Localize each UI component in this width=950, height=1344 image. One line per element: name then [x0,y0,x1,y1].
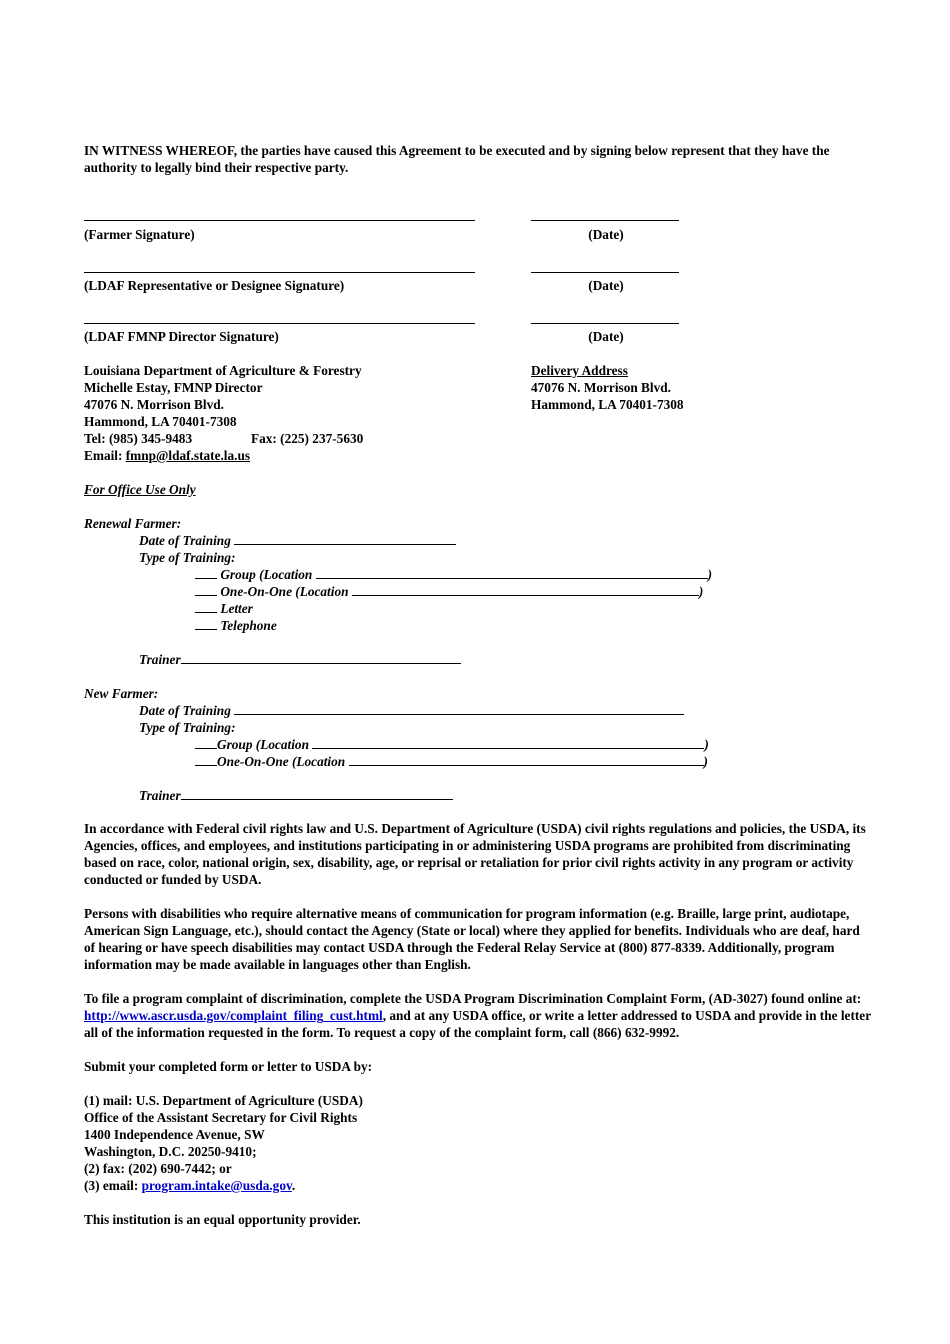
renewal-letter-check[interactable] [195,600,217,613]
delivery-heading: Delivery Address [531,363,628,378]
mail-line-2: Office of the Assistant Secretary for Civil Rights [84,1110,358,1125]
new-one-on-one-close: ) [703,754,708,769]
renewal-trainer-field[interactable] [181,651,461,664]
complaint-text-after: , and at any USDA office, or write a letter addressed to USDA and provide in the letter all of the information requested in the form. To request a copy of the complaint form, call (866) 632-9992. [84,1008,871,1040]
usda-email-link[interactable]: program.intake@usda.gov [141,1178,292,1193]
new-trainer-field[interactable] [181,787,453,800]
contact-city: Hammond, LA 70401-7308 [84,414,237,429]
renewal-group-check[interactable] [195,566,217,579]
civil-rights-paragraph-1: In accordance with Federal civil rights law and U.S. Department of Agriculture (USDA) civil rights regulations and policies, the USDA, its Agencies, offices, and employees, and institutions participating in or administering USDA programs are prohibited from discriminating based on race, color, national origin, sex, disability, age, or reprisal or retaliation for prior civil rights activity in any program or activity conducted or funded by USDA. [84,821,866,887]
renewal-group-location-field[interactable] [316,566,708,579]
witness-paragraph: IN WITNESS WHEREOF, the parties have caused this Agreement to be executed and by signing below represent that they have the authority to legally bind their respective party. [84,143,830,175]
new-one-on-one-location-field[interactable] [349,753,704,766]
ldaf-rep-signature-label: (LDAF Representative or Designee Signature) [84,278,345,293]
farmer-signature-line[interactable] [84,220,475,221]
new-group-location-field[interactable] [312,736,704,749]
new-group-row [195,736,709,753]
new-type-label: Type of Training: [139,720,236,735]
contact-fax: Fax: (225) 237-5630 [251,431,364,446]
new-group-check[interactable] [195,736,217,749]
director-signature-line[interactable] [84,323,475,324]
renewal-letter-row [195,600,253,617]
farmer-date-line[interactable] [531,220,679,221]
new-date-row [139,702,684,719]
director-signature-label: (LDAF FMNP Director Signature) [84,329,279,344]
renewal-one-on-one-label: One-On-One (Location [220,584,349,599]
new-trainer-row [139,787,453,804]
renewal-one-on-one-close: ) [698,584,704,599]
director-date-line[interactable] [531,323,679,324]
new-one-on-one-row [195,753,708,770]
usda-email-end: . [291,1178,296,1193]
renewal-telephone-row [195,617,277,634]
renewal-date-label: Date of Training [139,533,231,548]
complaint-form-link[interactable]: http://www.ascr.usda.gov/complaint_filing_cust.html [84,1008,383,1023]
renewal-date-field[interactable] [234,532,456,545]
renewal-farmer-heading: Renewal Farmer: [84,516,182,531]
renewal-group-close: ) [707,567,713,582]
contact-tel: Tel: (985) 345-9483 [84,431,193,446]
ldaf-rep-date-label: (Date) [588,278,624,293]
ldaf-rep-signature-line[interactable] [84,272,475,273]
renewal-group-row [195,566,712,583]
director-date-label: (Date) [588,329,624,344]
contact-name: Michelle Estay, FMNP Director [84,380,263,395]
mail-line-4: Washington, D.C. 20250-9410; [84,1144,257,1159]
renewal-trainer-row [139,651,461,668]
complaint-text-before: To file a program complaint of discrimination, complete the USDA Program Discrimination Complaint Form, (AD-3027) found online at: [84,991,862,1006]
delivery-street: 47076 N. Morrison Blvd. [531,380,671,395]
equal-opportunity-statement: This institution is an equal opportunity provider. [84,1212,361,1227]
renewal-one-on-one-row [195,583,703,600]
renewal-letter-label: Letter [220,601,253,616]
contact-street: 47076 N. Morrison Blvd. [84,397,224,412]
renewal-one-on-one-location-field[interactable] [352,583,699,596]
mail-line-1: (1) mail: U.S. Department of Agriculture (USDA) [84,1093,363,1108]
farmer-date-label: (Date) [588,227,624,242]
renewal-one-on-one-check[interactable] [195,583,217,596]
delivery-city: Hammond, LA 70401-7308 [531,397,684,412]
submit-instructions: Submit your completed form or letter to USDA by: [84,1059,373,1074]
contact-org: Louisiana Department of Agriculture & Forestry [84,363,362,378]
fax-line: (2) fax: (202) 690-7442; or [84,1161,232,1176]
renewal-type-label: Type of Training: [139,550,236,565]
renewal-group-label: Group (Location [220,567,313,582]
new-group-label: Group (Location [217,737,309,752]
renewal-telephone-check[interactable] [195,617,217,630]
renewal-date-row [139,532,456,549]
contact-email-link[interactable]: fmnp@ldaf.state.la.us [125,448,251,463]
new-date-label: Date of Training [139,703,231,718]
civil-rights-paragraph-2: Persons with disabilities who require alternative means of communication for program information (e.g. Braille, large print, audiotape, American Sign Language, etc.), should contact the Agency (State or local) where they applied for benefits. Individuals who are deaf, hard of hearing or have speech disabilities may contact USDA through the Federal Relay Service at (800) 877-8339. Additionally, program information may be made available in languages other than English. [84,906,860,972]
new-one-on-one-check[interactable] [195,753,217,766]
renewal-trainer-label: Trainer [139,652,181,667]
new-farmer-heading: New Farmer: [84,686,159,701]
new-trainer-label: Trainer [139,788,181,803]
renewal-telephone-label: Telephone [220,618,277,633]
email-line [84,1177,295,1194]
farmer-signature-label: (Farmer Signature) [84,227,195,242]
contact-email-label: Email: [84,448,126,463]
new-group-close: ) [704,737,709,752]
mail-line-3: 1400 Independence Avenue, SW [84,1127,265,1142]
office-use-heading: For Office Use Only [84,482,196,497]
ldaf-rep-date-line[interactable] [531,272,679,273]
contact-email-row [84,447,250,464]
new-one-on-one-label: One-On-One (Location [217,754,346,769]
complaint-paragraph [84,990,874,1041]
usda-email-label: (3) email: [84,1178,142,1193]
new-date-field[interactable] [234,702,684,715]
